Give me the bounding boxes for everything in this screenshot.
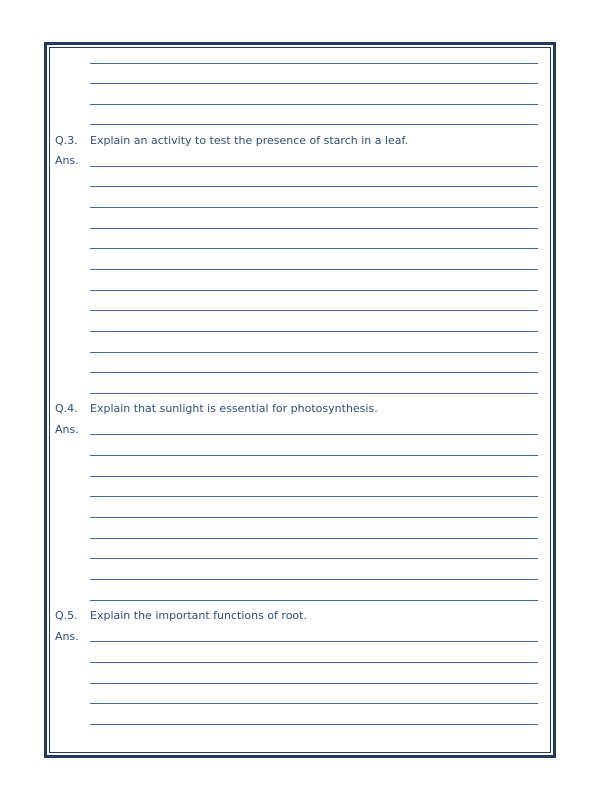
answer-line[interactable] (90, 517, 538, 518)
answer-line[interactable] (90, 290, 538, 291)
answer-line[interactable] (90, 662, 538, 663)
answer-line[interactable] (90, 558, 538, 559)
question-text: Explain that sunlight is essential for photosynthesis. (90, 402, 378, 415)
answer-label: Ans. (55, 423, 79, 436)
answer-line[interactable] (90, 269, 538, 270)
question-number: Q.4. (55, 402, 78, 415)
answer-line[interactable] (90, 186, 538, 187)
answer-line[interactable] (90, 724, 538, 725)
question-text: Explain the important functions of root. (90, 609, 307, 622)
answer-line[interactable] (90, 496, 538, 497)
answer-line[interactable] (90, 207, 538, 208)
answer-line[interactable] (90, 579, 538, 580)
answer-line[interactable] (90, 434, 538, 435)
question-text: Explain an activity to test the presence of starch in a leaf. (90, 134, 409, 147)
answer-line[interactable] (90, 248, 538, 249)
answer-line[interactable] (90, 104, 538, 105)
answer-line[interactable] (90, 476, 538, 477)
answer-line[interactable] (90, 372, 538, 373)
answer-line[interactable] (90, 393, 538, 394)
answer-line[interactable] (90, 600, 538, 601)
answer-line[interactable] (90, 683, 538, 684)
answer-line[interactable] (90, 352, 538, 353)
answer-line[interactable] (90, 124, 538, 125)
question-number: Q.3. (55, 134, 78, 147)
answer-line[interactable] (90, 703, 538, 704)
answer-line[interactable] (90, 641, 538, 642)
page-border-inner (49, 47, 551, 753)
answer-line[interactable] (90, 455, 538, 456)
answer-line[interactable] (90, 331, 538, 332)
answer-line[interactable] (90, 538, 538, 539)
answer-line[interactable] (90, 63, 538, 64)
answer-label: Ans. (55, 154, 79, 167)
answer-line[interactable] (90, 166, 538, 167)
answer-line[interactable] (90, 83, 538, 84)
question-number: Q.5. (55, 609, 78, 622)
answer-line[interactable] (90, 228, 538, 229)
answer-label: Ans. (55, 630, 79, 643)
answer-line[interactable] (90, 310, 538, 311)
